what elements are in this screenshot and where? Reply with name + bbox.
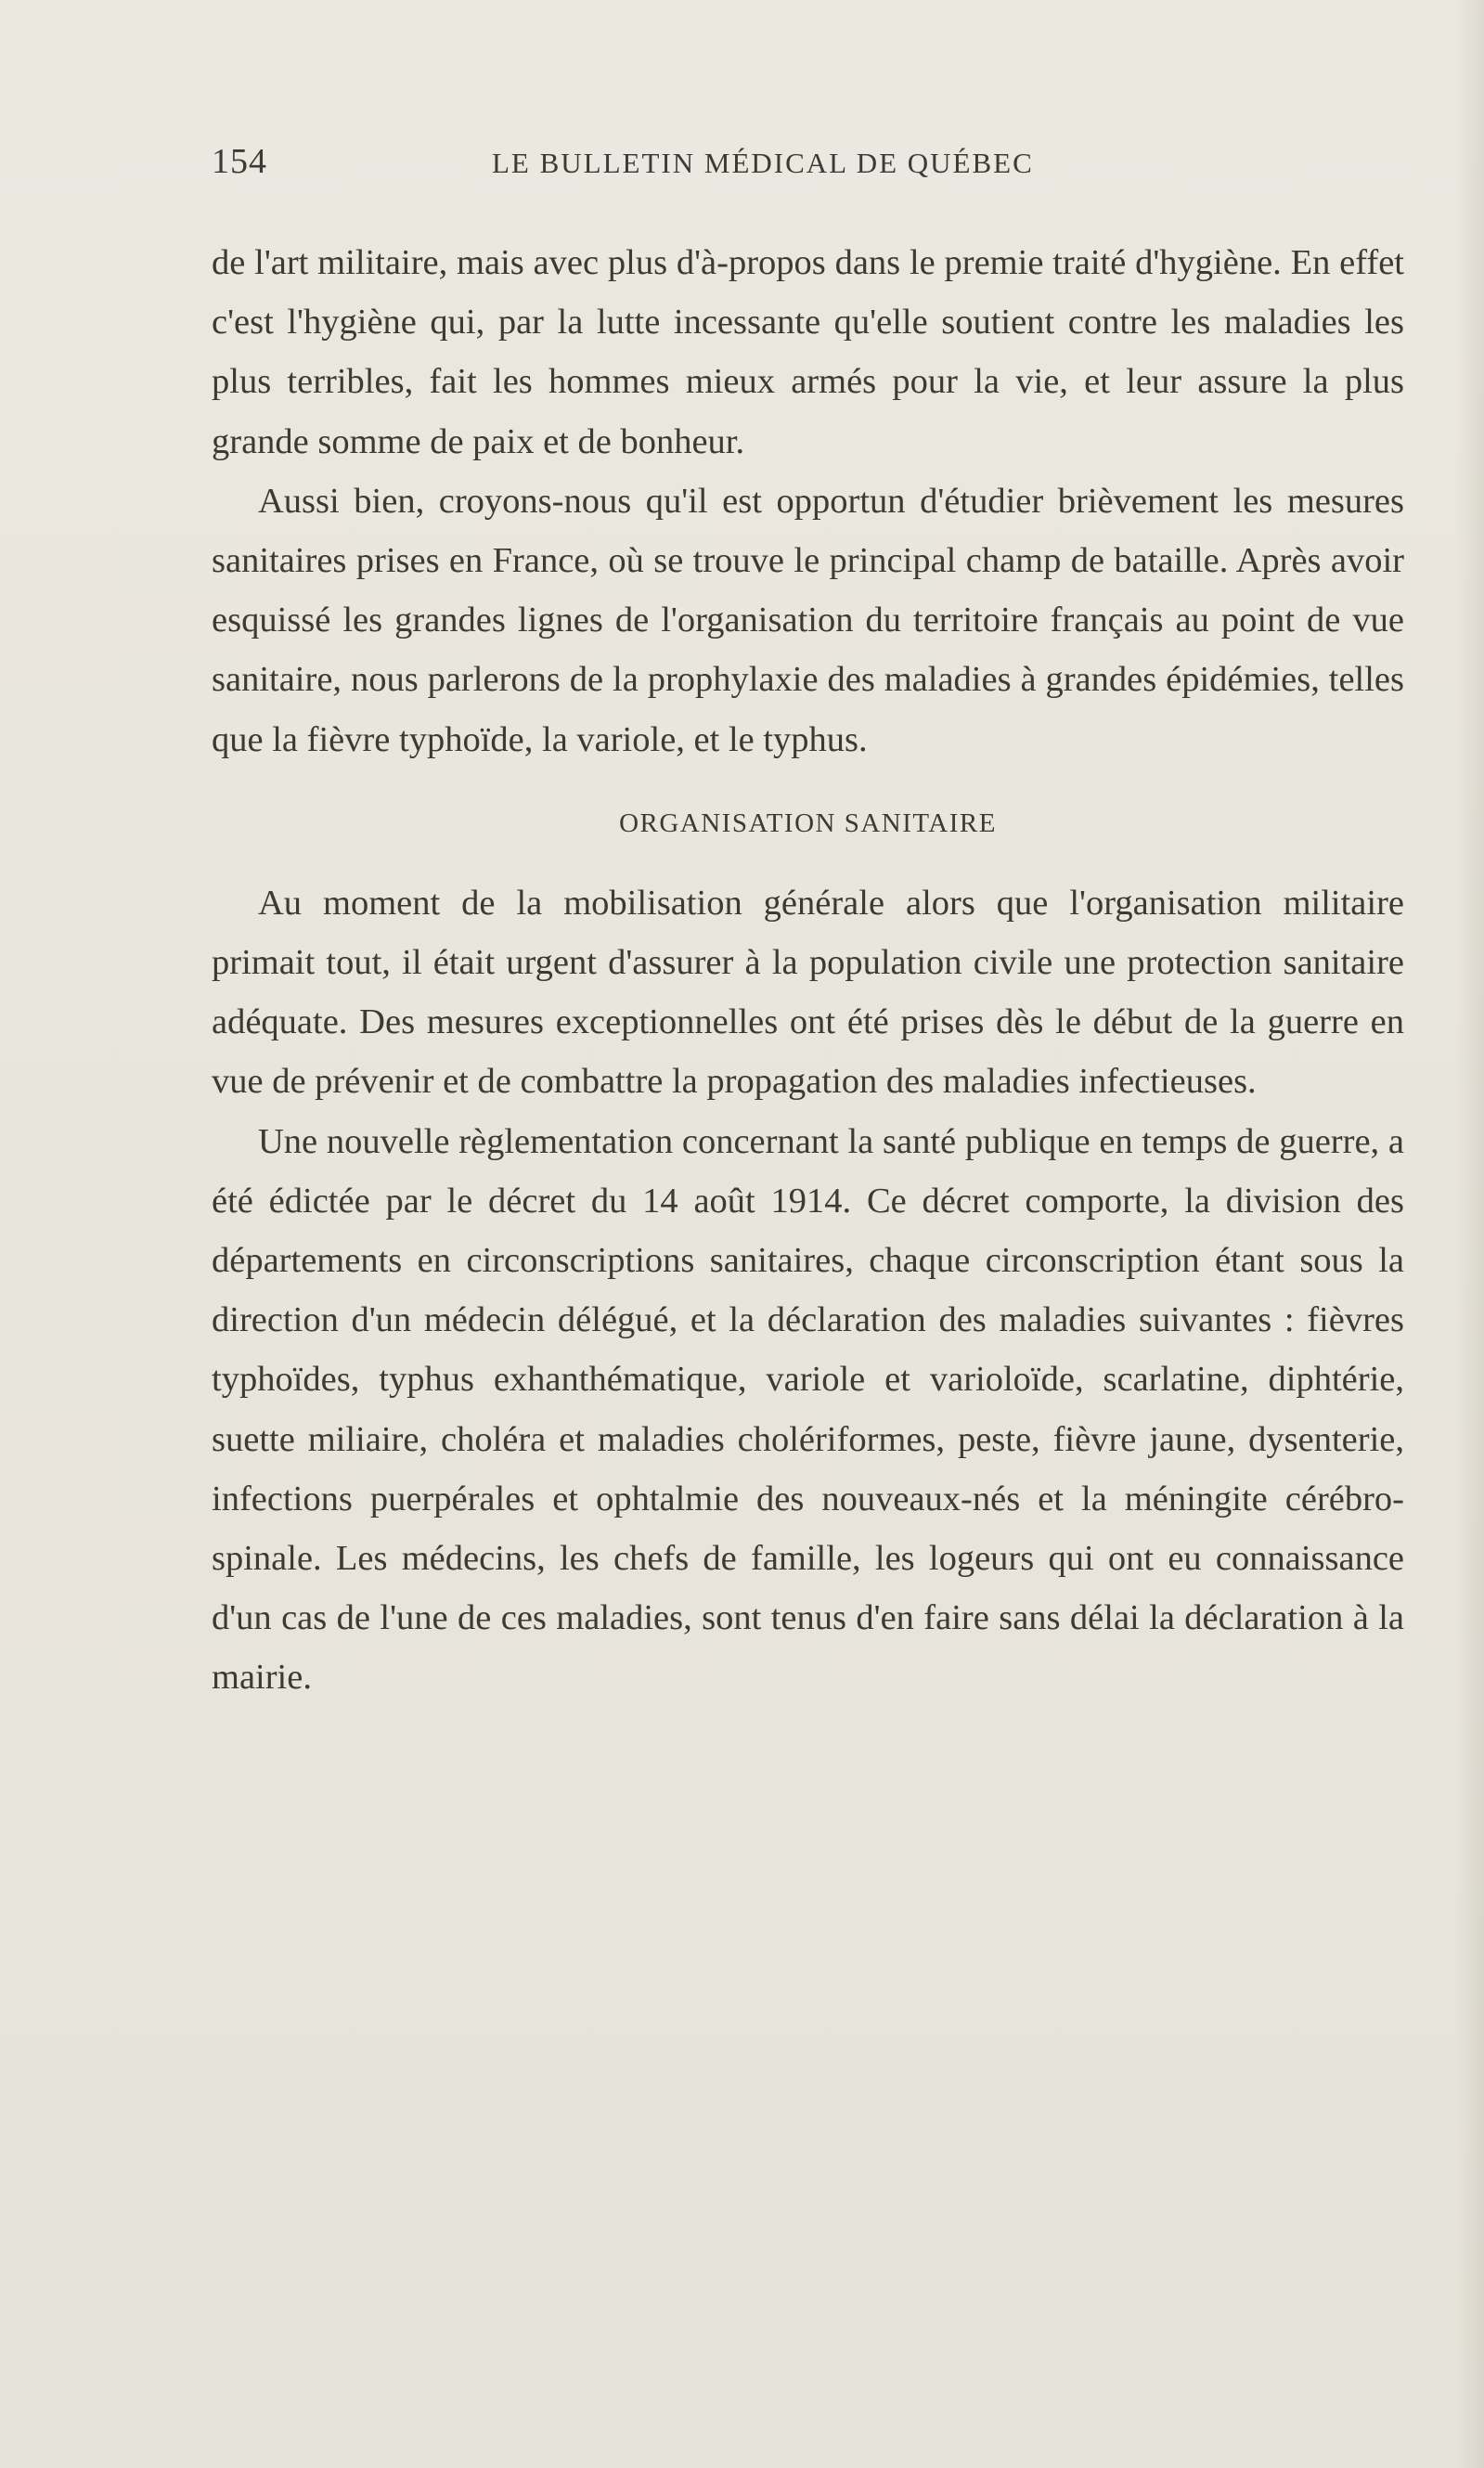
paragraph-3: Au moment de la mobilisation générale alors que l'organisation militaire primait tout, il était urgent d'assurer à la population civile une protection sanitaire adéquate. Des mesures exceptionnelles ont été prises dès le début de la guerre en vue de prévenir et de combattre la propagation des maladies infectieuses. bbox=[212, 883, 1404, 1102]
running-head: LE BULLETIN MÉDICAL DE QUÉBEC bbox=[492, 147, 1034, 179]
page-header bbox=[212, 141, 1409, 197]
page-edge-shadow bbox=[1456, 0, 1484, 2468]
section-heading: ORGANISATION SANITAIRE bbox=[619, 808, 997, 838]
page-number: 154 bbox=[212, 142, 267, 181]
paragraph-1: de l'art militaire, mais avec plus d'à-propos dans le premie traité d'hygiène. En effet c'est l'hygiène qui, par la lutte incessante qu'elle soutient contre les maladies les plus terribles, fait les hommes mieux armés pour la vie, et leur assure la plus grande somme de paix et de bonheur. bbox=[212, 243, 1404, 461]
paragraph-4: Une nouvelle règlementation concernant la santé publique en temps de guerre, a été édictée par le décret du 14 août 1914. Ce décret comporte, la division des départements en circonscriptions sanitaires, chaque circonscription étant sous la direction d'un médecin délégué, et la déclaration des maladies suivantes : fièvres typhoïdes, typhus exhanthématique, variole et varioloïde, scarlatine, diphtérie, suette miliaire, choléra et maladies cholériformes, peste, fièvre jaune, dysenterie, infections puerpérales et ophtalmie des nouveaux-nés et la méningite cérébro-spinale. Les médecins, les chefs de famille, les logeurs qui ont eu connaissance d'un cas de l'une de ces maladies, sont tenus d'en faire sans délai la déclaration à la mairie. bbox=[212, 1121, 1404, 1698]
paragraph-2: Aussi bien, croyons-nous qu'il est opportun d'étudier brièvement les mesures sanitaires prises en France, où se trouve le principal champ de bataille. Après avoir esquissé les grandes lignes de l'organisation du territoire français au point de vue sanitaire, nous parlerons de la prophylaxie des maladies à grandes épidémies, telles que la fièvre typhoïde, la variole, et le typhus. bbox=[212, 481, 1404, 759]
body-text bbox=[212, 233, 1404, 1708]
